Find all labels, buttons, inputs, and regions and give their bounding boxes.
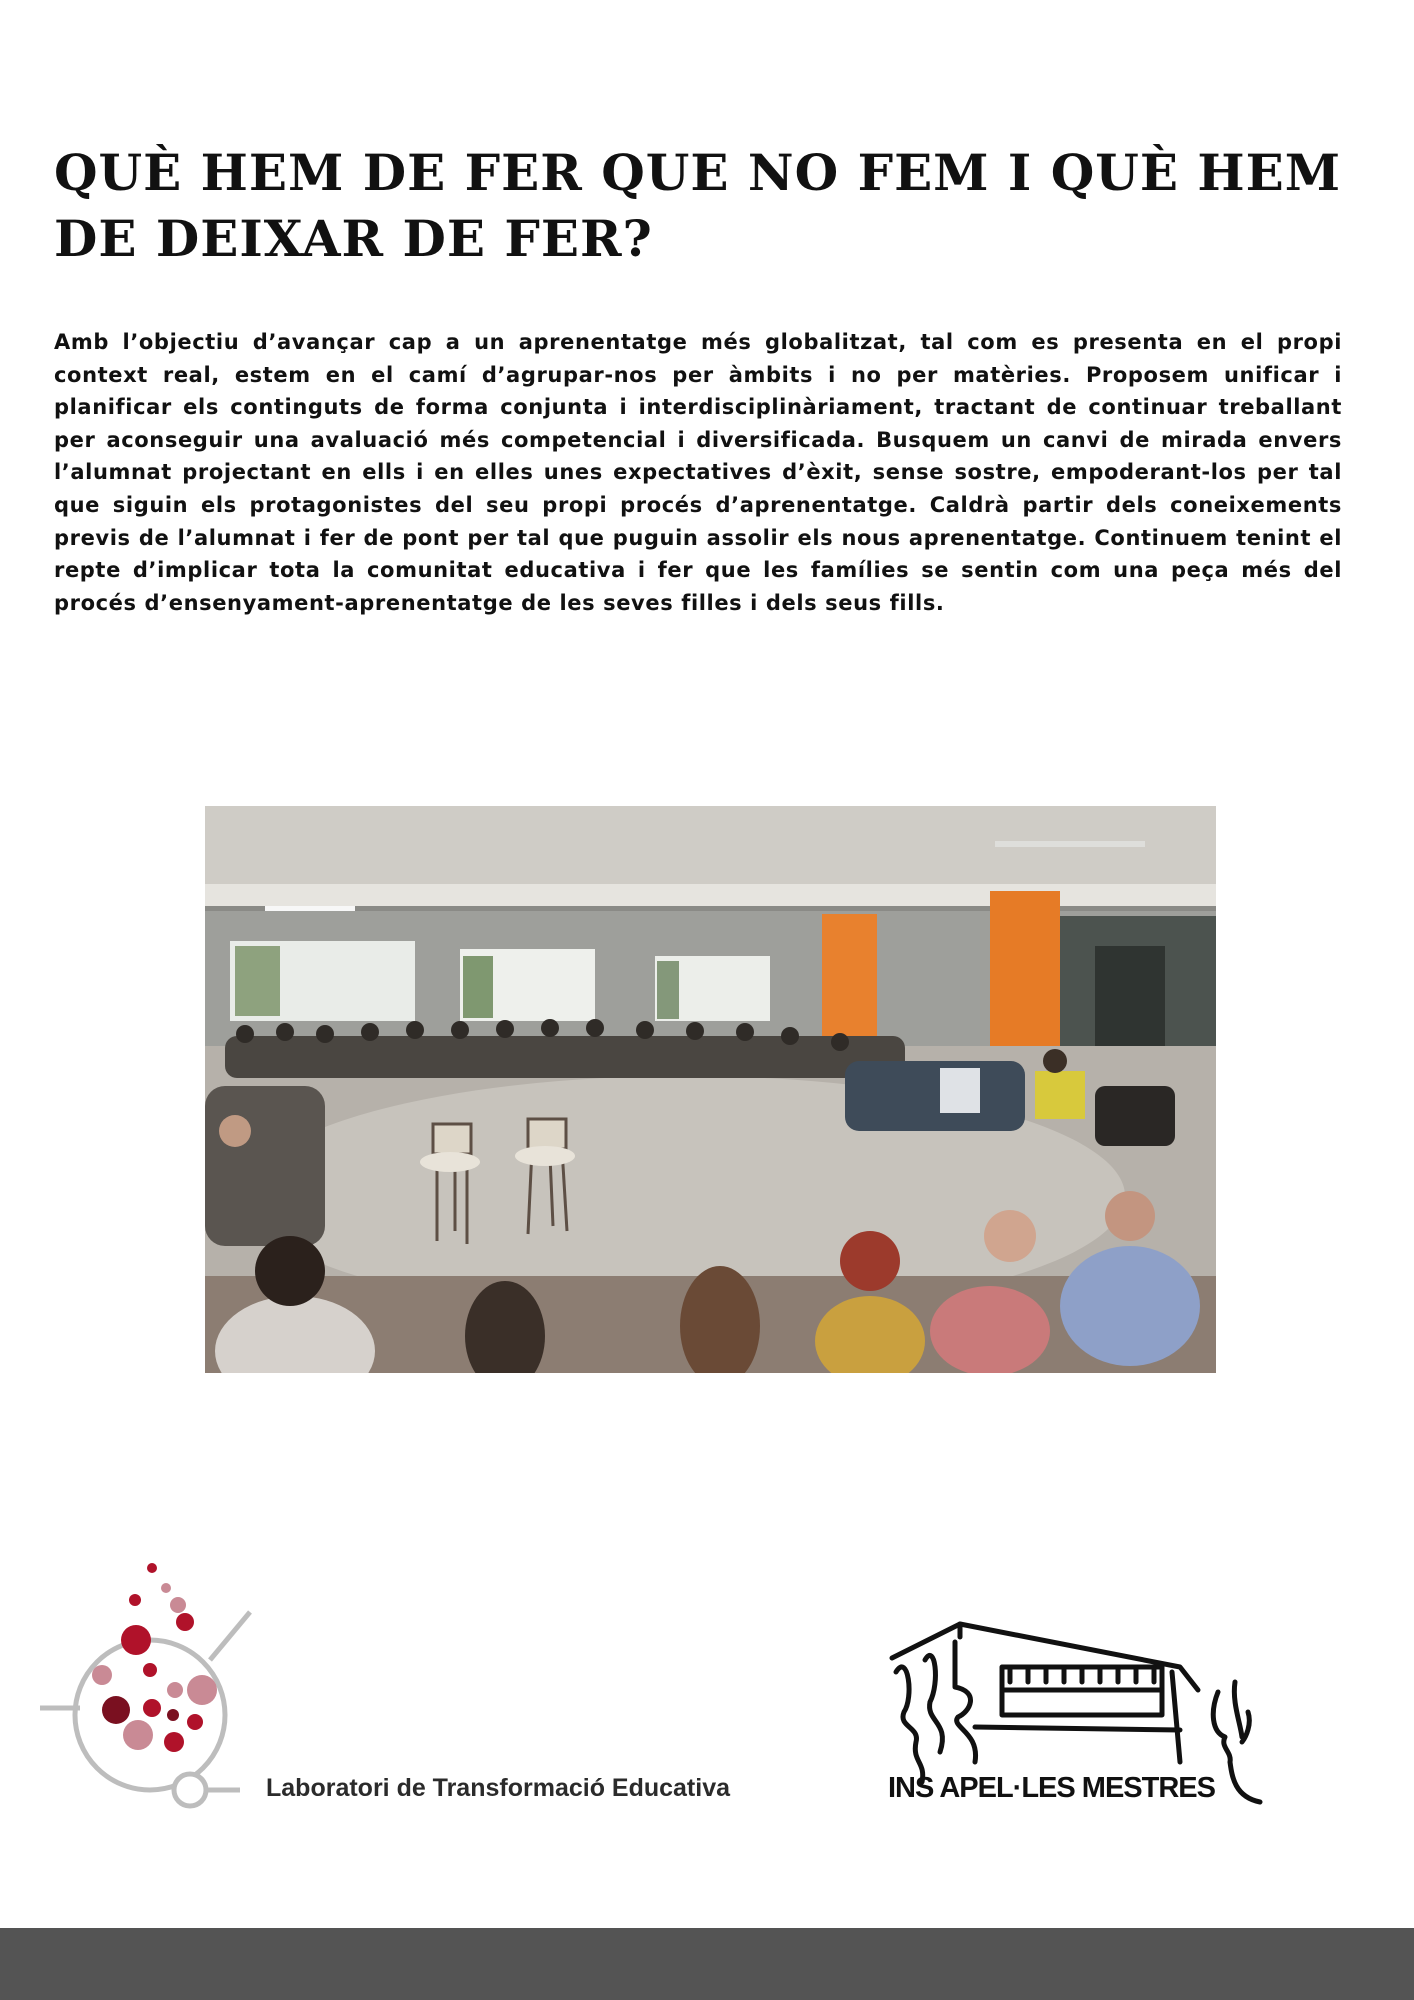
school-name: INS APEL·LES MESTRES [888,1772,1215,1804]
classroom-circle-photo [205,806,1216,1373]
page-title: QUÈ HEM DE FER QUE NO FEM I QUÈ HEM DE DEIXAR DE FER? [54,143,1342,268]
body-paragraph: Amb l’objectiu d’avançar cap a un aprenentatge més globalitzat, tal com es presenta en el propi context real, estem en el camí d’agrupar-nos per àmbits i no per matèries. Proposem unificar i planificar els continguts de forma conjunta i interdisciplinàriament, tractant de continuar treballant per aconseguir una avaluació més competencial i diversificada. Busquem un canvi de mirada envers l’alumnat projectant en ells i en elles unes expectatives d’èxit, sense sostre, empoderant-los per tal que siguin els protagonistes del seu propi procés d’aprenentatge. Caldrà partir dels coneixements previs de l’alumnat i fer de pont per tal que puguin assolir els nous aprenentatge. Continuem tenint el repte d’implicar tota la comunitat educativa i fer que les famílies se sentin com una peça més del procés d’ensenyament-aprenentatge de les seves filles i dels seus fills. [54,330,1342,615]
laboratori-name: Laboratori de Transformació Educativa [266,1774,731,1802]
footer-bar [0,1928,1414,2000]
